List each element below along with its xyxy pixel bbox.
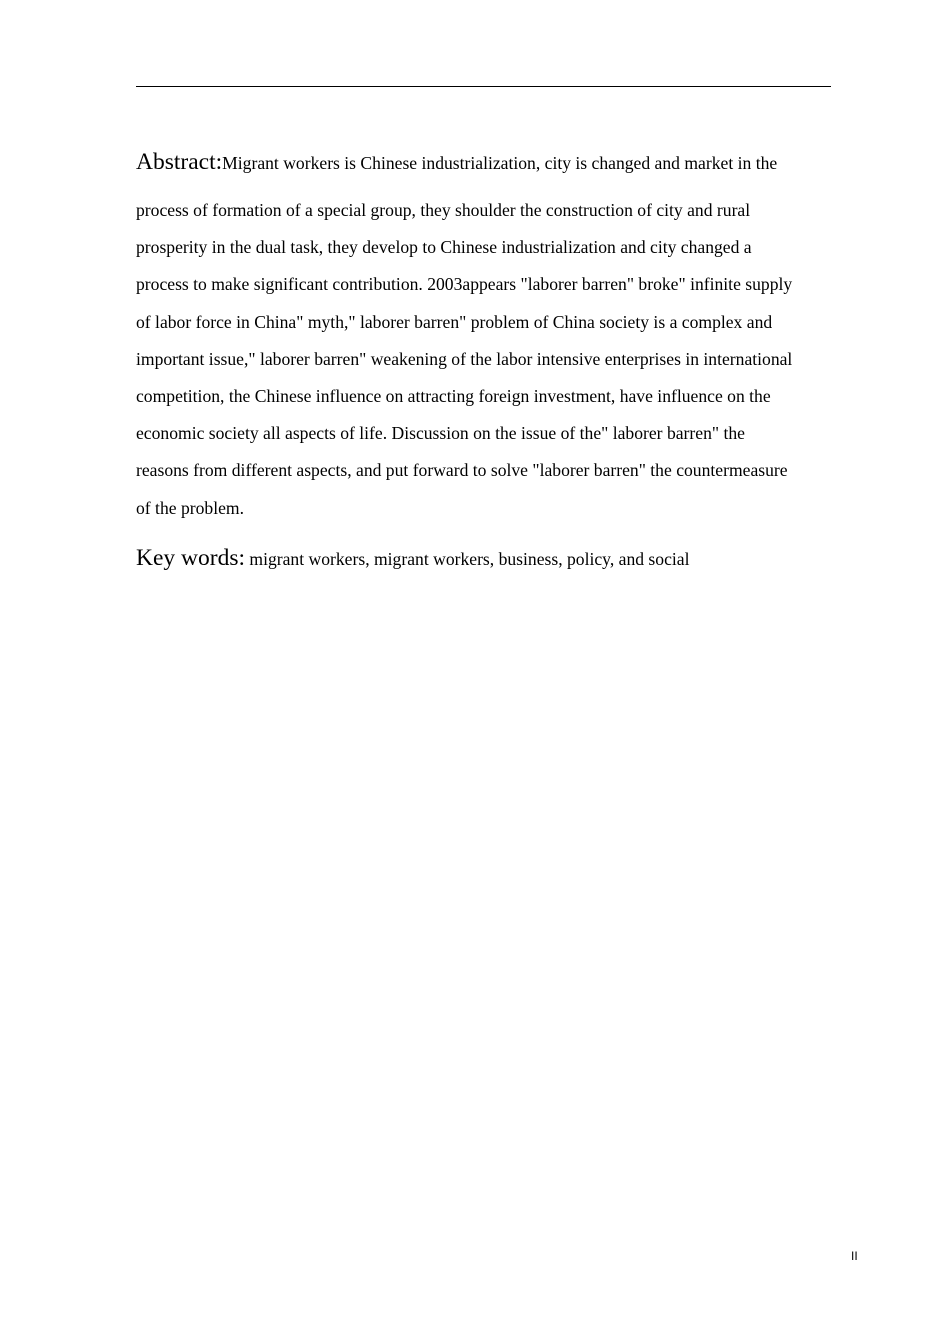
abstract-text-line-10: of the problem. [136,497,244,518]
abstract-text-line-9: reasons from different aspects, and put forward to solve "laborer barren" the countermeasure [136,460,788,481]
abstract-text-line-7: competition, the Chinese influence on attracting foreign investment, have influence on the [136,385,771,406]
page-number: II [851,1249,858,1263]
abstract-label: Abstract: [136,149,223,175]
abstract-text-line-5: of labor force in China" myth," laborer barren" problem of China society is a complex and [136,311,773,332]
abstract-text-line-6: important issue," laborer barren" weakening of the labor intensive enterprises in international [136,348,793,369]
keywords-label: Key words: [136,545,245,571]
abstract-text-line-1: Migrant workers is Chinese industrialization, city is changed and market in the [222,153,778,173]
abstract-text-line-2: process of formation of a special group, they shoulder the construction of city and rural [136,200,751,220]
keywords-section [136,540,689,576]
abstract-text-line-8: economic society all aspects of life. Discussion on the issue of the" laborer barren" the [136,423,745,444]
header-rule [136,86,831,87]
abstract-text-line-3: prosperity in the dual task, they develop to Chinese industrialization and city changed a [136,237,752,258]
abstract-section [136,142,852,527]
abstract-text-line-4: process to make significant contribution. 2003appears "laborer barren" broke" infinite supply [136,274,793,295]
abstract-first-line [136,142,852,182]
keywords-text: migrant workers, migrant workers, business, policy, and social [245,549,690,569]
